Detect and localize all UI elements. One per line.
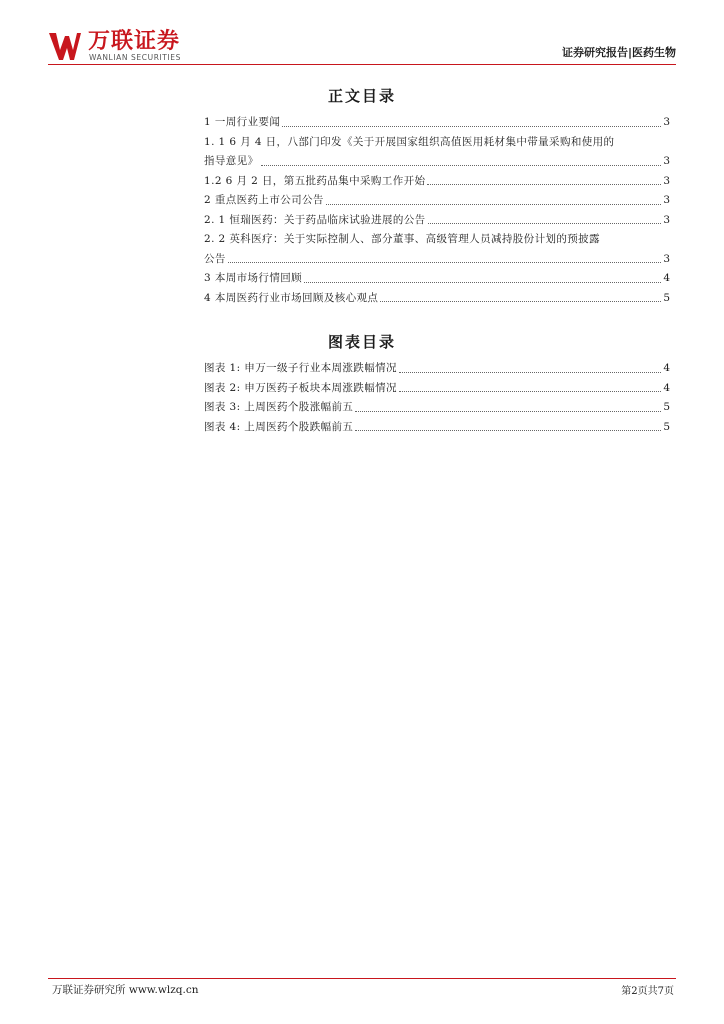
toc-entry-label: 2. 2 英科医疗：关于实际控制人、部分董事、高级管理人员减持股份计划的预披露 — [204, 233, 600, 245]
leader-dots — [380, 300, 661, 302]
toc-entry[interactable] — [204, 230, 670, 250]
figure-entry-label: 图表 1: 申万一级子行业本周涨跌幅情况 — [204, 362, 397, 374]
figures-list — [204, 359, 670, 437]
toc-list — [204, 113, 670, 308]
figure-entry[interactable] — [204, 418, 670, 438]
figure-entry-label: 图表 3: 上周医药个股涨幅前五 — [204, 401, 354, 413]
toc-entry-page: 3 — [663, 213, 670, 226]
figure-entry[interactable] — [204, 359, 670, 379]
figure-entry-label: 图表 4: 上周医药个股跌幅前五 — [204, 420, 354, 433]
toc-entry-label: 3 本周市场行情回顾 — [204, 272, 303, 284]
toc-title: 正文目录 — [327, 87, 396, 105]
figures-title: 图表目录 — [327, 333, 396, 351]
toc-entry-label-continued: 公告 — [204, 252, 226, 265]
figure-entry-label: 图表 2: 申万医药子板块本周涨跌幅情况 — [204, 381, 397, 394]
leader-dots — [399, 371, 661, 373]
leader-dots — [228, 261, 662, 263]
toc-entry[interactable] — [204, 133, 670, 153]
wanlian-logo-icon — [48, 30, 82, 62]
footer-source: 万联证券研究所 www.wlzq.cn — [52, 984, 199, 996]
figure-entry-page: 4 — [663, 362, 670, 374]
toc-entry-continuation[interactable] — [204, 152, 670, 172]
leader-dots — [355, 410, 661, 412]
toc-entry-label: 4 本周医药行业市场回顾及核心观点 — [204, 291, 379, 304]
toc-entry-label: 1 一周行业要闻 — [204, 116, 281, 128]
leader-dots — [355, 429, 661, 431]
toc-entry-label: 1.2 6 月 2 日，第五批药品集中采购工作开始 — [204, 174, 426, 187]
toc-entry-label-continued: 指导意见》 — [204, 155, 259, 167]
page-number: 第2页共7页 — [621, 986, 674, 997]
page-header — [48, 28, 676, 64]
footer-divider — [48, 978, 676, 979]
toc-entry-page: 3 — [663, 155, 670, 167]
figure-entry-page: 4 — [663, 381, 670, 394]
leader-dots — [282, 125, 661, 127]
toc-entry-label: 1. 1 6 月 4 日，八部门印发《关于开展国家组织高值医用耗材集中带量采购和使用的 — [204, 135, 615, 148]
leader-dots — [326, 203, 661, 205]
toc-entry-page: 3 — [663, 194, 670, 206]
report-type: 证券研究报告|医药生物 — [561, 46, 676, 59]
toc-entry-label: 2. 1 恒瑞医药：关于药品临床试验进展的公告 — [204, 213, 426, 226]
toc-entry[interactable] — [204, 113, 670, 133]
leader-dots — [399, 390, 661, 392]
toc-entry-continuation[interactable] — [204, 250, 670, 270]
toc-entry[interactable] — [204, 172, 670, 192]
toc-entry-page: 4 — [663, 272, 670, 284]
leader-dots — [261, 164, 662, 166]
header-divider — [48, 64, 676, 65]
toc-entry-page: 3 — [663, 116, 670, 128]
toc-entry-label: 2 重点医药上市公司公告 — [204, 194, 324, 206]
toc-entry-page: 3 — [663, 174, 670, 187]
toc-entry[interactable] — [204, 289, 670, 309]
leader-dots — [428, 222, 662, 224]
leader-dots — [427, 183, 661, 185]
toc-entry-page: 5 — [663, 291, 670, 304]
figure-entry-page: 5 — [663, 401, 670, 413]
figure-entry[interactable] — [204, 398, 670, 418]
toc-entry[interactable] — [204, 269, 670, 289]
company-logo — [48, 30, 218, 64]
figure-entry-page: 5 — [663, 420, 670, 433]
figure-entry[interactable] — [204, 379, 670, 399]
toc-entry[interactable] — [204, 211, 670, 231]
toc-entry[interactable] — [204, 191, 670, 211]
toc-entry-page: 3 — [663, 252, 670, 265]
leader-dots — [304, 281, 661, 283]
brand-name-en: WANLIAN SECURITIES — [89, 53, 182, 62]
brand-name-cn: 万联证券 — [88, 29, 181, 54]
